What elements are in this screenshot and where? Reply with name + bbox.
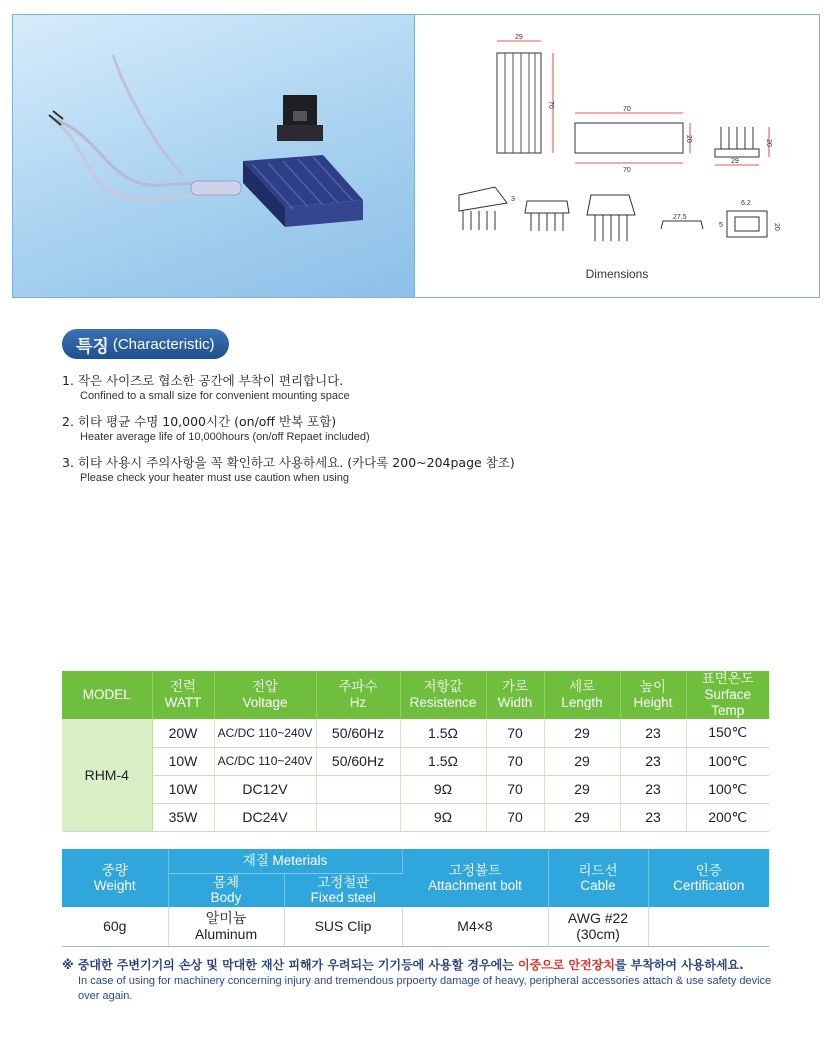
cell-bolt: M4×8 — [402, 907, 548, 946]
cell-body: 알미늄 Aluminum — [168, 907, 284, 946]
cell-weight: 60g — [62, 907, 168, 946]
cell-voltage: AC/DC 110~240V — [214, 747, 316, 775]
feature-list — [62, 372, 802, 495]
cell-fixed-steel: SUS Clip — [284, 907, 402, 946]
header-cable: 리드선 Cable — [548, 849, 648, 907]
cell-width: 70 — [486, 747, 544, 775]
dim-end-height: 20 — [765, 139, 772, 147]
cell-height: 23 — [620, 775, 686, 803]
dim-side-height: 20 — [685, 135, 692, 143]
header-materials: 재질 Meterials — [168, 849, 402, 873]
cell-voltage: AC/DC 110~240V — [214, 719, 316, 747]
dimension-drawings — [415, 15, 819, 297]
feature-item — [62, 454, 802, 486]
characteristic-title-ko: 특징 — [76, 336, 109, 357]
cell-width: 70 — [486, 775, 544, 803]
feature-item — [62, 413, 802, 445]
cell-resistance: 1.5Ω — [400, 747, 486, 775]
table-row — [62, 775, 769, 803]
spec-table — [62, 671, 769, 832]
cell-length: 29 — [544, 719, 620, 747]
cell-temp: 150℃ — [686, 719, 769, 747]
table-row — [62, 803, 769, 831]
header-length: 세로 Length — [544, 671, 620, 719]
header-watt: 전력 WATT — [152, 671, 214, 719]
product-photo — [13, 15, 415, 297]
header-height: 높이 Height — [620, 671, 686, 719]
cell-height: 23 — [620, 747, 686, 775]
end-view — [715, 127, 772, 165]
warning-korean: ※ 중대한 주변기기의 손상 및 막대한 재산 피해가 우려되는 기기등에 사용할 경우에는 이중으로 안전장치를 부착하여 사용하세요. — [62, 958, 744, 972]
cell-watt: 35W — [152, 803, 214, 831]
feature-en: Please check your heater must use caution when using — [80, 472, 350, 484]
spec-header-row — [62, 671, 769, 719]
cell-resistance: 9Ω — [400, 775, 486, 803]
cell-watt: 20W — [152, 719, 214, 747]
table-row — [62, 747, 769, 775]
cell-temp: 100℃ — [686, 775, 769, 803]
material-header-row — [62, 849, 769, 873]
characteristic-title-en: (Characteristic) — [112, 335, 215, 353]
heater-illustration — [13, 15, 415, 297]
header-fixed-steel: 고정철판 Fixed steel — [284, 873, 402, 907]
feature-ko: 3. 히타 사용시 주의사항을 꼭 확인하고 사용하세요. (카다록 200~204page 참조) — [62, 455, 515, 470]
header-hz: 주파수 Hz — [316, 671, 400, 719]
header-weight: 중량 Weight — [62, 849, 168, 907]
cell-temp: 100℃ — [686, 747, 769, 775]
dim-clip-gap: 27.5 — [673, 214, 687, 221]
dim-clip-depth: 3 — [511, 196, 515, 203]
side-view — [575, 106, 692, 174]
mounting-clip — [277, 95, 323, 141]
cell-width: 70 — [486, 719, 544, 747]
header-width: 가로 Width — [486, 671, 544, 719]
table-row — [62, 907, 769, 946]
cell-watt: 10W — [152, 747, 214, 775]
header-resistance: 저항값 Resistence — [400, 671, 486, 719]
cell-length: 29 — [544, 803, 620, 831]
cell-resistance: 1.5Ω — [400, 719, 486, 747]
characteristic-heading — [62, 329, 229, 359]
dim-side-top: 70 — [623, 106, 631, 113]
cell-voltage: DC24V — [214, 803, 316, 831]
warning-highlight-safety: 안전장치 — [568, 958, 615, 972]
cell-height: 23 — [620, 719, 686, 747]
clip-details — [459, 187, 767, 241]
dim-bracket-side: 20 — [773, 223, 780, 231]
feature-en: Confined to a small size for convenient mounting space — [80, 390, 350, 402]
dim-side-bottom: 70 — [623, 167, 631, 174]
header-surface-temp: 표면온도 Surface Temp — [686, 671, 769, 719]
cell-width: 70 — [486, 803, 544, 831]
model-cell: RHM-4 — [62, 719, 152, 831]
header-bolt: 고정볼트 Attachment bolt — [402, 849, 548, 907]
cell-hz — [316, 775, 400, 803]
cell-length: 29 — [544, 775, 620, 803]
dim-clip-slot: 5 — [719, 222, 723, 229]
cell-temp: 200℃ — [686, 803, 769, 831]
dimension-svg — [415, 15, 819, 265]
cell-cable: AWG #22 (30cm) — [548, 907, 648, 946]
warning-english: In case of using for machinery concerning injury and tremendous prpoerty damage of heavy, peripheral accessories attach & use safety device over again. — [78, 975, 772, 1002]
cell-hz: 50/60Hz — [316, 719, 400, 747]
cell-certification — [648, 907, 769, 946]
dim-end-width: 29 — [731, 158, 739, 165]
product-panel — [12, 14, 820, 298]
cell-length: 29 — [544, 747, 620, 775]
material-table — [62, 849, 769, 947]
feature-en: Heater average life of 10,000hours (on/off Repaet included) — [80, 431, 370, 443]
cell-height: 23 — [620, 803, 686, 831]
warning-highlight-double: 이중으로 — [517, 958, 565, 972]
feature-ko: 1. 작은 사이즈로 협소한 공간에 부착이 편리합니다. — [62, 373, 344, 388]
feature-ko: 2. 히타 평균 수명 10,000시간 (on/off 반복 포함) — [62, 414, 337, 429]
table-row — [62, 719, 769, 747]
cell-resistance: 9Ω — [400, 803, 486, 831]
header-certification: 인증 Certification — [648, 849, 769, 907]
dim-front-width: 29 — [515, 34, 523, 41]
header-model: MODEL — [62, 671, 152, 719]
front-view — [497, 34, 554, 153]
dim-bracket-top: 6.2 — [741, 200, 751, 207]
cell-hz: 50/60Hz — [316, 747, 400, 775]
cell-voltage: DC12V — [214, 775, 316, 803]
dim-front-height: 70 — [547, 101, 554, 109]
dimensions-caption: Dimensions — [585, 267, 649, 281]
cell-watt: 10W — [152, 775, 214, 803]
header-voltage: 전압 Voltage — [214, 671, 316, 719]
feature-item — [62, 372, 802, 404]
header-body: 몸체 Body — [168, 873, 284, 907]
cell-hz — [316, 803, 400, 831]
